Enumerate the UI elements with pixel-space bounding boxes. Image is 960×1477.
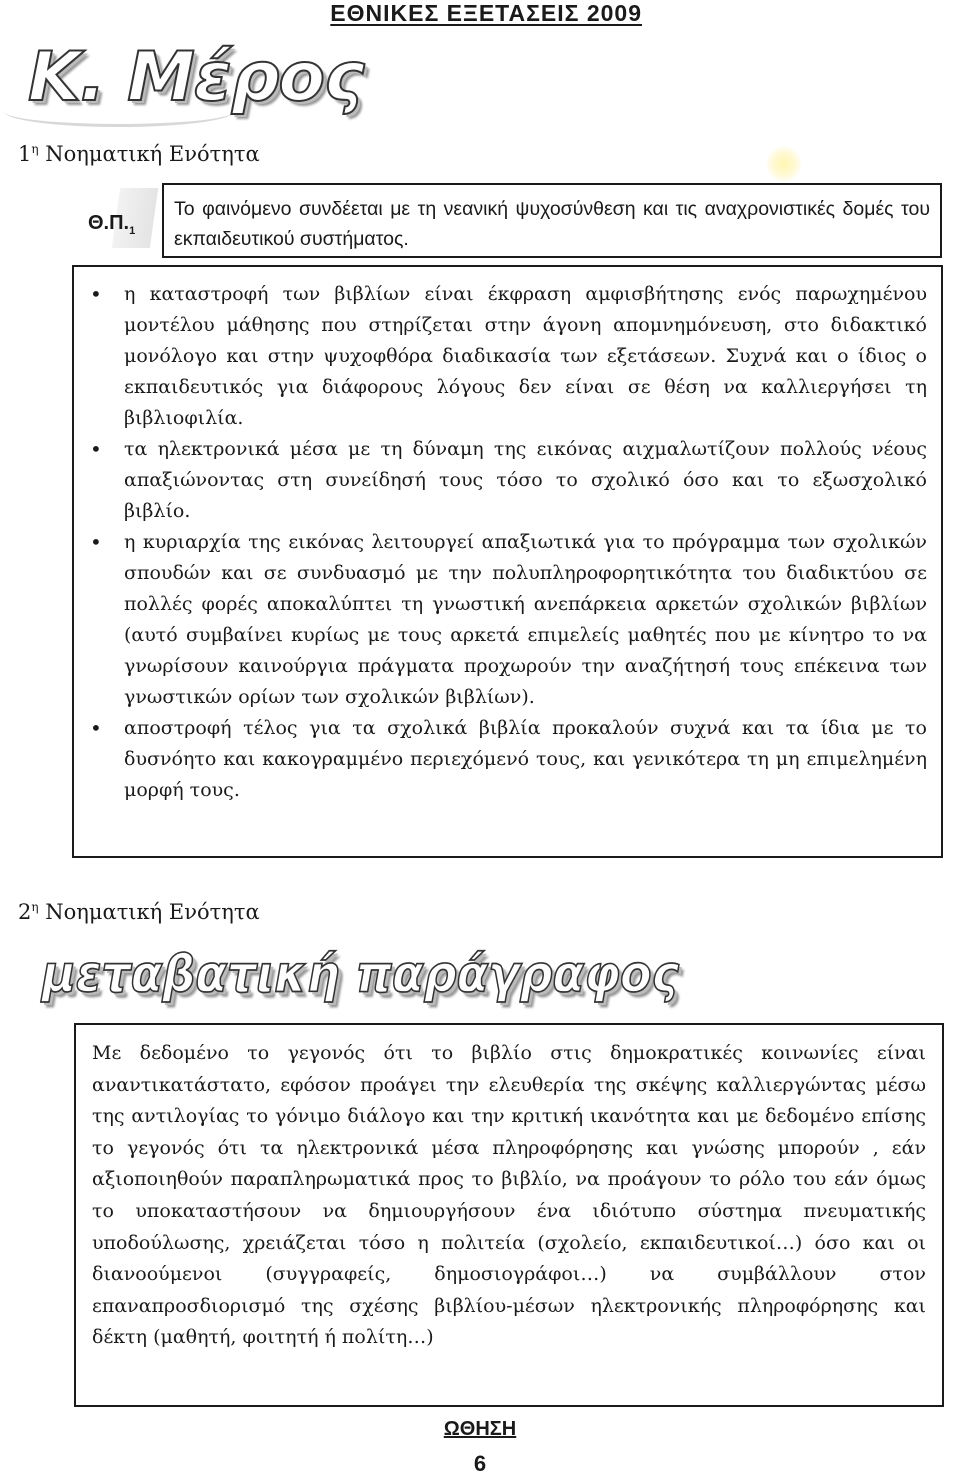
thesis-text: Το φαινόμενο συνδέεται με τη νεανική ψυχοσύνθεση και τις αναχρονιστικές δομές του εκπαιδευτικού συστήματος. — [174, 198, 930, 250]
list-item — [90, 279, 927, 434]
causes-list — [74, 279, 927, 806]
transition-paragraph-box — [74, 1023, 944, 1407]
exam-header-title: ΕΘΝΙΚΕΣ ΕΞΕΤΑΣΕΙΣ 2009 — [330, 0, 642, 26]
page-number: 6 — [473, 1451, 487, 1476]
thesis-label — [88, 212, 135, 237]
metavatiki-wordart: μεταβατική παράγραφος — [42, 944, 679, 1004]
list-item-text: τα ηλεκτρονικά μέσα με τη δύναμη της εικόνας αιχμαλωτίζουν πολλούς νέους απαξιώνοντας στη συνείδησή τους τόσο το σχολικό όσο και το εξωσχολικό βιβλίο. — [124, 438, 927, 522]
list-item-text: αποστροφή τέλος για τα σχολικά βιβλία προκαλούν συχνά και τα ίδια με το δυσνόητο και κακογραμμένο περιεχόμενό τους, και γενικότερα τη μη επιμελημένη μορφή τους. — [124, 717, 927, 801]
bullet-icon: • — [90, 282, 102, 306]
transition-paragraph-text: Με δεδομένο το γεγονός ότι το βιβλίο στις δημοκρατικές κοινωνίες είναι αναντικατάστατο, εφόσον προάγει την ελευθερία της σκέψης καλλιεργώντας μέσω της αντιλογίας το γόνιμο διάλογο και την κριτική ικανότητα και με δεδομένο επίσης το γεγονός ότι τα ηλεκτρονικά μέσα πληροφόρησης και γνώσης μπορούν , εάν αξιοποιηθούν παραπληρωματικά προς το βιβλίο, να προάγουν το ρόλο του εάν όμως το υποκαταστήσουν να δημιουργήσουν ένα ιδιότυπο σύστημα πνευματικής υποδούλωσης, χρειάζεται τόσο η πολιτεία (σχολείο, εκπαιδευτικοί…) όσο και οι διανοούμενοι (συγγραφείς, δημοσιογράφοι…) να συμβάλλουν στον επαναπροσδιορισμό της σχέσης βιβλίου-μέσων ηλεκτρονικής πληροφόρησης και δέκτη (μαθητή, φοιτητή ή πολίτη…) — [92, 1042, 926, 1349]
bullet-icon: • — [90, 437, 102, 461]
section-2-number: 2 — [18, 900, 32, 924]
section-1-superscript: η — [31, 142, 39, 156]
section-1-heading — [18, 142, 260, 166]
causes-list-box — [72, 265, 943, 858]
list-item — [90, 713, 927, 806]
list-item-text: η κυριαρχία της εικόνας λειτουργεί απαξιωτικά για το πρόγραμμα των σχολικών σπουδών και σε συνδυασμό με την πολυπληροφορητικότητα του διαδικτύου σε πολλές φορές αποκαλύπτει τη γνωστική ανεπάρκεια αρκετών σχολικών βιβλίων (αυτό συμβαίνει κυρίως με τους αρκετά επιμελείς μαθητές που με κίνητρο το να γνωρίσουν καινούργια πράγματα προχωρούν την αναζήτησή τους επέκεινα των γνωστικών ορίων των σχολικών βιβλίων). — [124, 531, 927, 708]
k-meros-wordart: Κ. Μέρος — [28, 38, 364, 117]
bullet-icon: • — [90, 530, 102, 554]
section-2-title: Νοηματική Ενότητα — [45, 900, 260, 924]
decorative-glow — [766, 146, 802, 182]
list-item — [90, 527, 927, 713]
section-1-number: 1 — [18, 142, 32, 166]
section-1-title: Νοηματική Ενότητα — [45, 142, 260, 166]
section-2-superscript: η — [31, 900, 39, 914]
thesis-label-text: Θ.Π. — [88, 212, 130, 234]
list-item — [90, 434, 927, 527]
footer-brand: ΩΘΗΣΗ — [443, 1418, 517, 1440]
thesis-label-subscript: 1 — [129, 225, 136, 237]
section-2-heading — [18, 900, 260, 924]
list-item-text: η καταστροφή των βιβλίων είναι έκφραση αμφισβήτησης ενός παρωχημένου μοντέλου μάθησης που στηρίζεται στην άγονη απομνημόνευση, στο διδακτικό μονόλογο και στην ψυχοφθόρα διαδικασία των εξετάσεων. Συχνά και ο ίδιος ο εκπαιδευτικός για διάφορους λόγους δεν είναι σε θέση να καλλιεργήσει τη βιβλιοφιλία. — [124, 283, 927, 429]
bullet-icon: • — [90, 716, 102, 740]
thesis-box — [162, 183, 942, 258]
